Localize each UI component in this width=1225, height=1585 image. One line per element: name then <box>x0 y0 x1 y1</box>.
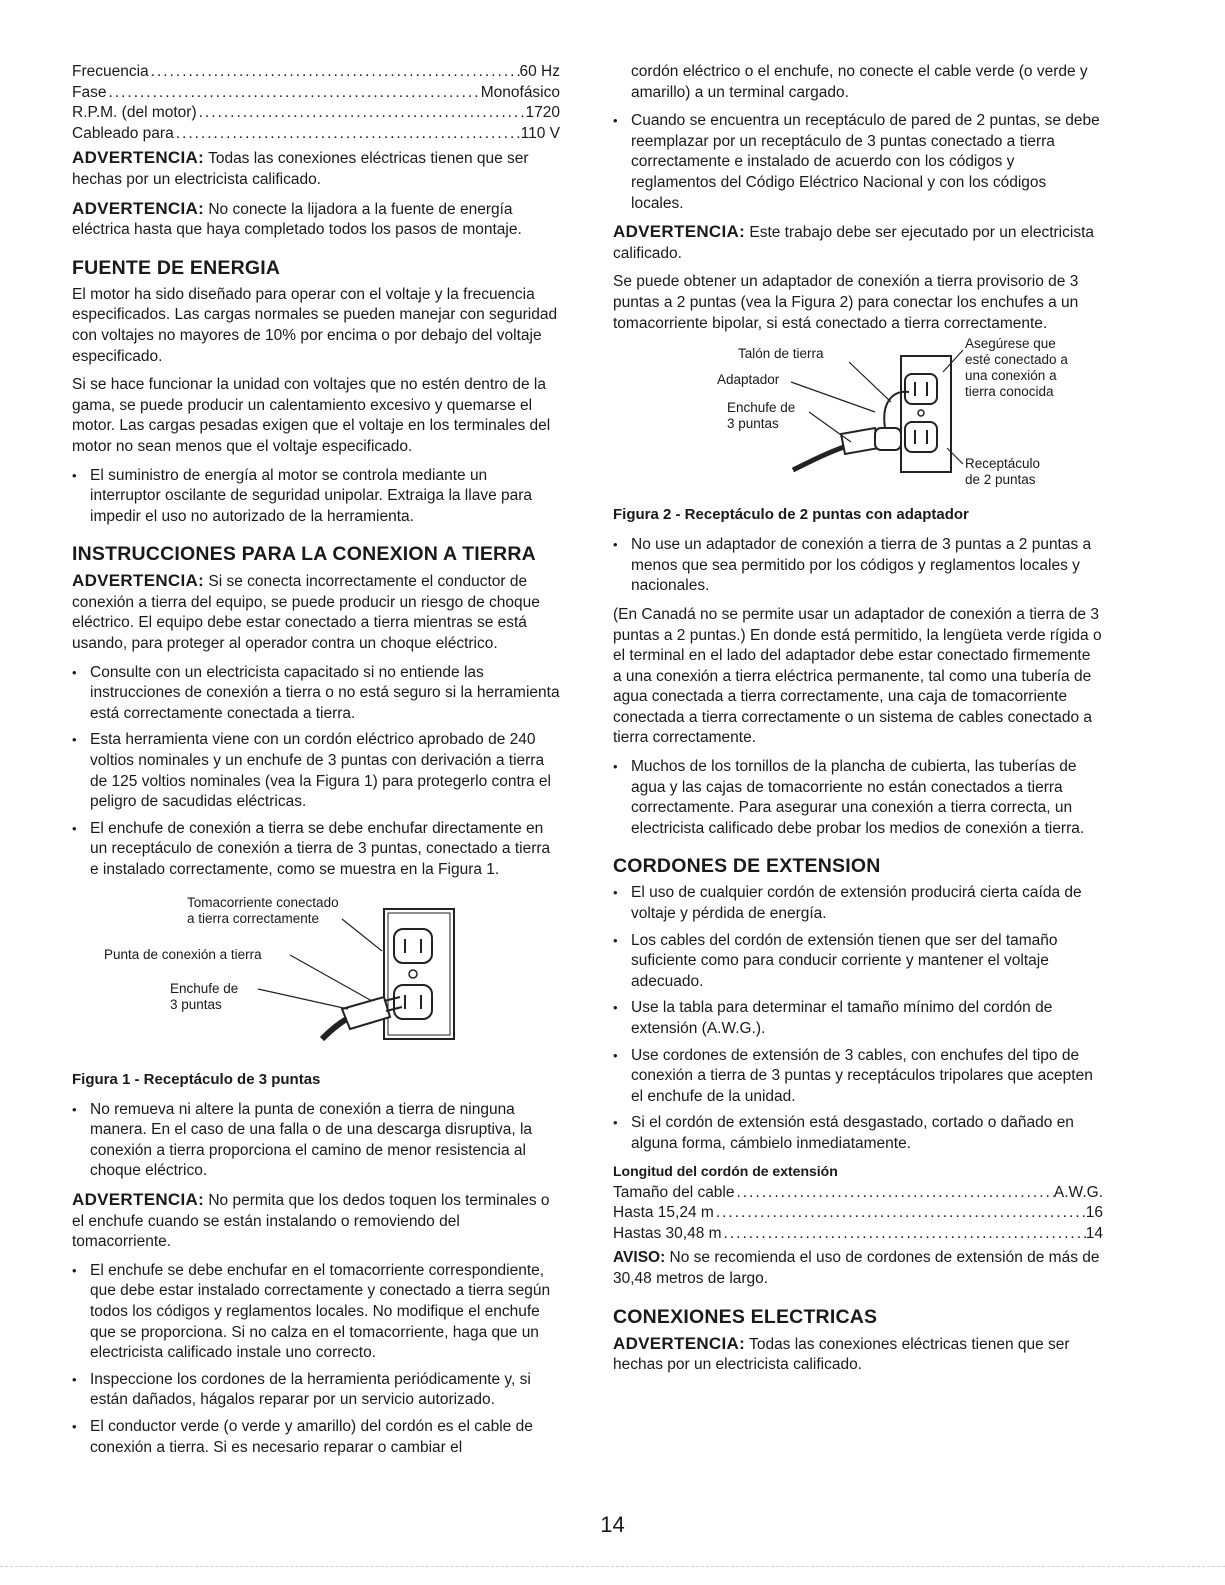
spec-fase: Fase ..... Monofásico <box>72 83 560 104</box>
fig2-label-talon: Talón de tierra <box>738 346 824 362</box>
extension-table-title: Longitud del cordón de extensión <box>613 1162 838 1179</box>
warning-paragraph: ADVERTENCIA: Todas las conexiones eléctricas tienen que ser hechas por un electricista calificado. <box>613 1333 1070 1374</box>
aviso-paragraph: AVISO: No se recomienda el uso de cordones de extensión de más de 30,48 metros de largo. <box>613 1249 1100 1287</box>
bullet-list <box>72 1261 560 1458</box>
page-number: 14 <box>600 1512 625 1537</box>
warning-paragraph: ADVERTENCIA: No permita que los dedos toquen los terminales o el enchufe cuando se están instalando o removiendo del tomacorriente. <box>72 1189 550 1251</box>
bullet-list <box>613 757 1103 839</box>
section-heading-cordones: CORDONES DE EXTENSION <box>613 855 881 878</box>
list-item: • El conductor verde (o verde y amarillo) del cordón es el cable de conexión a tierra. Si es necesario reparar o cambiar el <box>72 1417 560 1458</box>
body-paragraph: cordón eléctrico o el enchufe, no conecte el cable verde (o verde y amarillo) a un terminal cargado. <box>631 63 1088 101</box>
bullet-list <box>72 663 560 881</box>
table-row: Tamaño del cable ..... A.W.G. <box>613 1183 1103 1204</box>
list-item: • Cuando se encuentra un receptáculo de pared de 2 puntas, se debe reemplazar por un receptáculo de 3 puntas conectado a tierra correctamente e instalado de acuerdo con los códigos y reglamentos del Código Eléctrico Nacional y con los códigos locales. <box>613 111 1103 214</box>
bullet-list <box>72 1100 560 1182</box>
fig1-label-outlet: Tomacorriente conectado a tierra correctamente <box>187 894 339 926</box>
list-item: • Los cables del cordón de extensión tienen que ser del tamaño suficiente como para conducir corriente y mantener el voltaje adecuado. <box>613 931 1103 993</box>
spec-rpm: R.P.M. (del motor) ..... 1720 <box>72 103 560 124</box>
list-item: • El enchufe de conexión a tierra se debe enchufar directamente en un receptáculo de conexión a tierra de 3 puntas, conectado a tierra e instalado correctamente, como se muestra en la Figura 1. <box>72 819 560 881</box>
list-item: • Esta herramienta viene con un cordón eléctrico aprobado de 240 voltios nominales y un enchufe de 3 puntas con derivación a tierra de 125 voltios nominales (vea la Figura 1) para protegerlo contra el peligro de sacudidas eléctricas. <box>72 730 560 812</box>
section-heading-conexiones: CONEXIONES ELECTRICAS <box>613 1305 878 1328</box>
warning-paragraph: ADVERTENCIA: Todas las conexiones eléctricas tienen que ser hechas por un electricista calificado. <box>72 148 529 188</box>
list-item: • Inspeccione los cordones de la herramienta periódicamente y, si están dañados, hágalos reparar por un servicio autorizado. <box>72 1370 560 1411</box>
list-item: • El suministro de energía al motor se controla mediante un interruptor oscilante de seguridad unipolar. Extraiga la llave para impedir el uso no autorizado de la herramienta. <box>72 466 560 528</box>
table-row: Hasta 15,24 m ..... 16 <box>613 1203 1103 1224</box>
outlet-2-prong-adapter-illustration <box>613 342 1103 502</box>
figure-2 <box>613 336 1103 502</box>
list-item: • Use la tabla para determinar el tamaño mínimo del cordón de extensión (A.W.G.). <box>613 998 1103 1039</box>
fig1-label-pin: Punta de conexión a tierra <box>104 946 262 962</box>
page-bottom-rule <box>0 1566 1225 1567</box>
bullet-list <box>613 883 1103 1154</box>
section-heading-fuente: FUENTE DE ENERGIA <box>72 256 281 279</box>
fig2-label-adaptador: Adaptador <box>717 372 780 388</box>
list-item: • Si el cordón de extensión está desgastado, cortado o dañado en alguna forma, cámbielo inmediatamente. <box>613 1113 1103 1154</box>
bullet-list <box>613 535 1103 597</box>
bullet-list <box>613 111 1103 214</box>
figure-1 <box>72 889 560 1067</box>
body-paragraph: Se puede obtener un adaptador de conexión a tierra provisorio de 3 puntas a 2 puntas (vea la Figura 2) para conectar los enchufes a un tomacorriente bipolar, si está conectado a tierra correctamente. <box>613 273 1079 332</box>
warning-paragraph: ADVERTENCIA: Si se conecta incorrectamente el conductor de conexión a tierra del equipo, se puede producir un riesgo de choque eléctrico. El equipo debe estar conectado a tierra mientras se está usando, para proteger al operador contra un choque eléctrico. <box>72 571 540 653</box>
fig2-label-receptaculo: Receptáculo de 2 puntas <box>965 456 1041 488</box>
body-paragraph: Si se hace funcionar la unidad con voltajes que no estén dentro de la gama, se puede producir un calentamiento excesivo y quemarse el motor. Las cargas pesadas exigen que el voltaje en los terminales del motor no sean menos que el voltaje especificado. <box>72 376 551 455</box>
table-row: Hastas 30,48 m ..... 14 <box>613 1224 1103 1245</box>
bullet-list <box>72 466 560 528</box>
right-column <box>613 62 1103 1384</box>
spec-frecuencia: Frecuencia ..... 60 Hz <box>72 62 560 83</box>
section-heading-tierra: INSTRUCCIONES PARA LA CONEXION A TIERRA <box>72 543 536 566</box>
figure-2-caption: Figura 2 - Receptáculo de 2 puntas con adaptador <box>613 506 969 524</box>
figure-1-caption: Figura 1 - Receptáculo de 3 puntas <box>72 1070 321 1088</box>
left-column <box>72 62 560 1466</box>
spec-cableado: Cableado para ..... 110 V <box>72 124 560 145</box>
fig2-label-enchufe: Enchufe de 3 puntas <box>727 400 796 432</box>
list-item: • No remueva ni altere la punta de conexión a tierra de ninguna manera. En el caso de una falla o de una descarga disruptiva, la conexión a tierra proporciona el camino de menor resistencia al choque eléctrico. <box>72 1100 560 1182</box>
warning-paragraph: ADVERTENCIA: No conecte la lijadora a la fuente de energía eléctrica hasta que haya completado todos los pasos de montaje. <box>72 198 522 239</box>
warning-paragraph: ADVERTENCIA: Este trabajo debe ser ejecutado por un electricista calificado. <box>613 222 1095 262</box>
list-item: • Use cordones de extensión de 3 cables, con enchufes del tipo de conexión a tierra de 3 puntas y receptáculos tripolares que acepten el enchufe de la unidad. <box>613 1046 1103 1108</box>
outlet-3-prong-illustration <box>72 889 560 1067</box>
list-item: • Muchos de los tornillos de la plancha de cubierta, las tuberías de agua y las cajas de tomacorriente no están conectados a tierra correctamente. Para asegurar una conexión a tierra correcta, un electricista calificado debe probar los medios de conexión a tierra. <box>613 757 1103 839</box>
body-paragraph: El motor ha sido diseñado para operar con el voltaje y la frecuencia especificados. Las cargas normales se pueden manejar con seguridad con voltajes no mayores de 10% por encima o por debajo del voltaje especificado. <box>72 285 558 365</box>
body-paragraph: (En Canadá no se permite usar un adaptador de conexión a tierra de 3 puntas a 2 puntas.) En donde está permitido, la lengüeta verde rígida o el terminal en el lado del adaptador debe estar conectado firmemente a una conexión a tierra eléctrica permanente, tal como una tubería de agua conectada a tierra correctamente, una caja de tomacorriente conectada a tierra correctamente o un sistema de cables conectado a tierra correctamente. <box>613 605 1102 747</box>
list-item: • El enchufe se debe enchufar en el tomacorriente correspondiente, que debe estar instalado correctamente y conectado a tierra según todos los códigos y reglamentos locales. No modifique el enchufe que se proporciona. Si no calza en el tomacorriente, haga que un electricista calificado instale uno correcto. <box>72 1261 560 1364</box>
fig1-label-plug: Enchufe de 3 puntas <box>170 980 239 1012</box>
list-item: • No use un adaptador de conexión a tierra de 3 puntas a 2 puntas a menos que sea permitido por los códigos y reglamentos locales y nacionales. <box>613 535 1103 597</box>
list-item: • Consulte con un electricista capacitado si no entiende las instrucciones de conexión a tierra o no está seguro si la herramienta está correctamente conectada a tierra. <box>72 663 560 725</box>
list-item: • El uso de cualquier cordón de extensión producirá cierta caída de voltaje y pérdida de energía. <box>613 883 1103 924</box>
fig2-label-asegurese: Asegúrese que esté conectado a una conexión a tierra conocida <box>965 336 1068 400</box>
